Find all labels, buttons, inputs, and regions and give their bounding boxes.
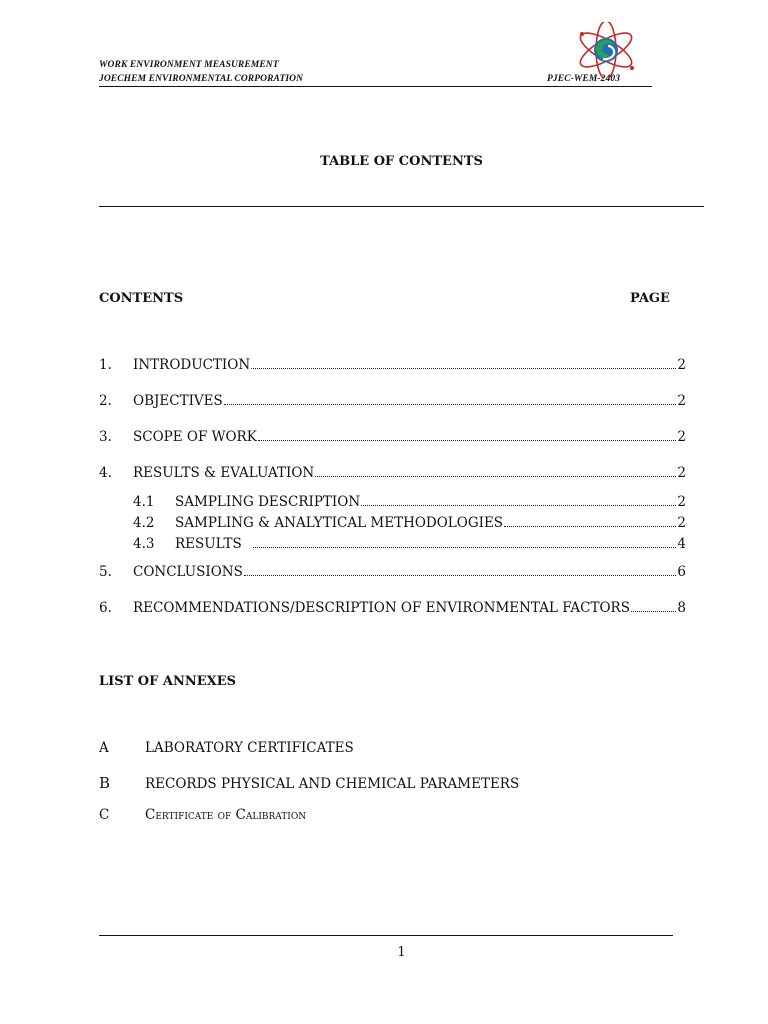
toc-entry-number: 6.	[99, 600, 112, 616]
toc-entry[interactable]	[99, 465, 686, 481]
annex-letter: B	[99, 774, 111, 792]
toc-subentry-number: 4.3	[133, 536, 155, 552]
toc-entry-page: 2	[677, 429, 686, 445]
dot-leader	[504, 526, 676, 527]
page-title: TABLE OF CONTENTS	[320, 154, 483, 169]
toc-entry[interactable]	[99, 393, 686, 409]
page-number: 1	[397, 945, 406, 960]
toc-entry-number: 3.	[99, 429, 112, 445]
dot-leader	[631, 611, 676, 612]
dot-leader	[253, 547, 677, 548]
toc-entry-page: 2	[677, 357, 686, 373]
toc-entry-title: INTRODUCTION	[133, 357, 251, 373]
toc-entry[interactable]	[99, 564, 686, 580]
toc-subentry-page: 2	[677, 515, 686, 531]
toc-entry-page: 2	[677, 465, 686, 481]
page-label: PAGE	[630, 291, 670, 306]
dot-leader	[315, 476, 676, 477]
annex-title: RECORDS PHYSICAL AND CHEMICAL PARAMETERS	[145, 776, 520, 792]
dot-leader	[361, 505, 676, 506]
toc-entry[interactable]	[99, 429, 686, 445]
dot-leader	[224, 404, 677, 405]
toc-entry-page: 6	[677, 564, 686, 580]
toc-subentry-number: 4.1	[133, 494, 155, 510]
header-line-2: JOECHEM ENVIRONMENTAL CORPORATION	[99, 74, 304, 84]
toc-subentry[interactable]	[133, 515, 686, 531]
toc-entry-title: RESULTS & EVALUATION	[133, 465, 315, 481]
annex-title: LABORATORY CERTIFICATES	[145, 740, 354, 756]
toc-subentry-title: SAMPLING DESCRIPTION	[175, 494, 361, 510]
header-rule	[99, 86, 652, 87]
title-rule	[99, 206, 704, 207]
toc-entry-page: 8	[677, 600, 686, 616]
header-line-1: WORK ENVIRONMENT MEASUREMENT	[99, 60, 279, 70]
toc-subentry-title: RESULTS	[175, 536, 242, 552]
toc-subentry-page: 4	[677, 536, 686, 552]
annexes-heading: LIST OF ANNEXES	[99, 674, 237, 689]
dot-leader	[244, 575, 677, 576]
annex-item[interactable]	[99, 807, 306, 823]
toc-entry-number: 5.	[99, 564, 112, 580]
annex-title: Certificate of Calibration	[145, 807, 307, 823]
toc-entry-number: 4.	[99, 465, 112, 481]
toc-entry-number: 2.	[99, 393, 112, 409]
atom-logo-icon	[574, 22, 638, 78]
toc-entry-title: SCOPE OF WORK	[133, 429, 257, 445]
toc-entry[interactable]	[99, 357, 686, 373]
toc-entry-title: OBJECTIVES	[133, 393, 223, 409]
toc-subentry-number: 4.2	[133, 515, 155, 531]
toc-subentry[interactable]	[133, 536, 686, 552]
annex-item[interactable]	[99, 740, 354, 756]
toc-entry-page: 2	[677, 393, 686, 409]
toc-entry-number: 1.	[99, 357, 112, 373]
contents-label: CONTENTS	[99, 291, 184, 306]
dot-leader	[258, 440, 677, 441]
annex-letter: C	[99, 807, 110, 823]
toc-subentry-title: SAMPLING & ANALYTICAL METHODOLOGIES	[175, 515, 504, 531]
toc-entry[interactable]	[99, 600, 686, 616]
toc-entry-title: RECOMMENDATIONS/DESCRIPTION OF ENVIRONMENTAL FACTORS	[133, 600, 630, 616]
footer-rule	[99, 935, 673, 936]
dot-leader	[251, 368, 676, 369]
document-code: PJEC-WEM-2403	[547, 74, 621, 84]
annex-item[interactable]	[99, 774, 519, 792]
toc-subentry[interactable]	[133, 494, 686, 510]
annex-letter: A	[99, 740, 109, 756]
toc-entry-title: CONCLUSIONS	[133, 564, 243, 580]
toc-subentry-page: 2	[677, 494, 686, 510]
